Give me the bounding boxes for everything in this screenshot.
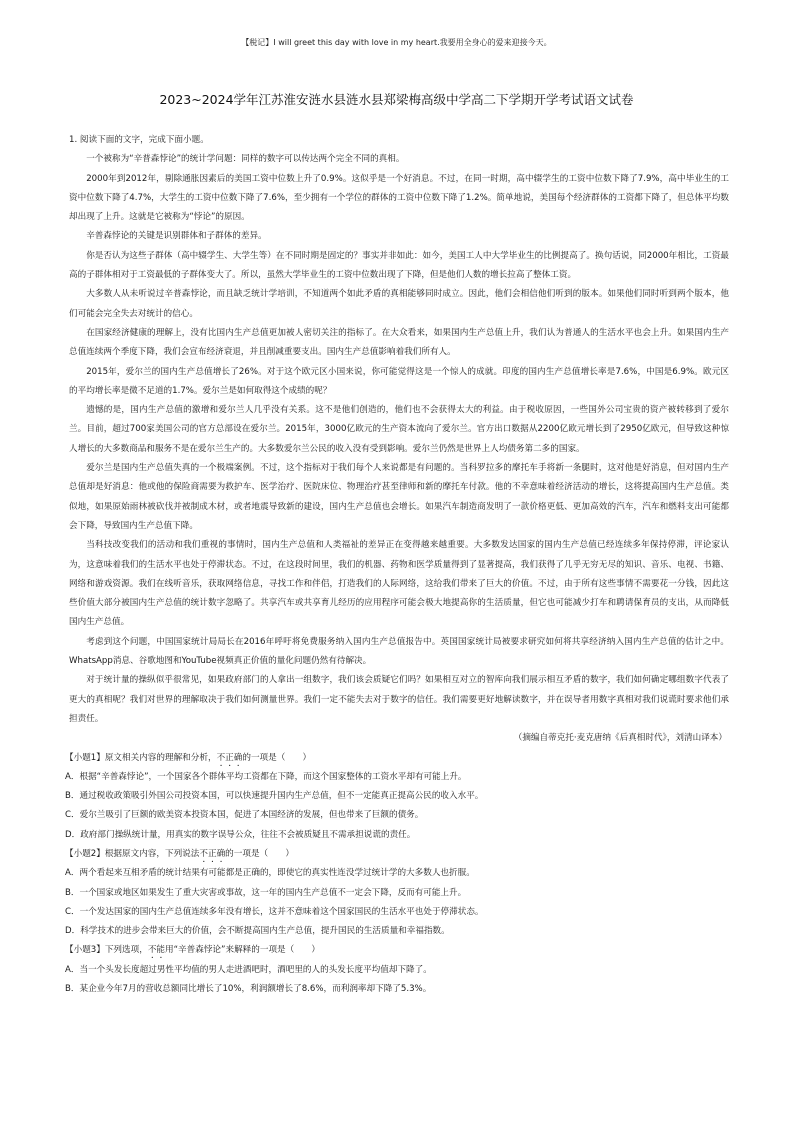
question-stem-emphasis: 不正确	[199, 848, 226, 859]
question-stem	[65, 749, 729, 768]
question-stem-emphasis: 不正确	[216, 752, 243, 763]
question-stem-text: 【小题1】原文相关内容的理解和分析，	[65, 752, 217, 763]
paragraph: 遗憾的是，国内生产总值的激增和爱尔兰人几乎没有关系。这不是他们创造的，他们也不会获得太大的利益。由于税收原因，一些国外公司宝贵的资产被转移到了爱尔兰。目前，超过700家美国公司的官方总部设在爱尔兰。2015年，3000亿欧元的生产资本流向了爱尔兰。官方出口数据从2200亿欧元增长到了2950亿欧元，但导致这种惊人增长的大多数商品和服务不是在爱尔兰生产的。大多数爱尔兰公民的收入没有受到影响。爱尔兰仍然是世界上人均债务第二多的国家。	[69, 405, 729, 454]
answer-option: B．一个国家或地区如果发生了重大灾害或事故，这一年的国内生产总值不一定会下降，反而有可能上升。	[65, 887, 467, 898]
answer-option: C．一个发达国家的国内生产总值连续多年没有增长，这并不意味着这个国家国民的生活水平也处于停滞状态。	[65, 906, 484, 917]
answer-option: B．通过税收政策吸引外国公司投资本国，可以快速提升国内生产总值，但不一定能真正提高公民的收入水平。	[65, 791, 484, 802]
question-stem-text: 【小题3】下列选项，	[65, 945, 148, 956]
question-stem-text: 的一项是（ ）	[242, 752, 312, 763]
paragraph: 在国家经济健康的理解上，没有比国内生产总值更加被人密切关注的指标了。在大众看来，如果国内生产总值上升，我们认为普通人的生活水平也会上升。如果国内生产总值连续两个季度下降，我们会宣布经济衰退，并且削减重要支出。国内生产总值影响着我们所有人。	[69, 327, 729, 358]
question-intro: 1. 阅读下面的文字，完成下面小题。	[69, 135, 209, 145]
question-stem-text: 的一项是（ ）	[225, 848, 294, 859]
question-stem-text: 用“辛普森悖论”来解释的一项是（ ）	[165, 945, 321, 956]
paragraph: 2015年，爱尔兰的国内生产总值增长了26%。对于这个欧元区小国来说，你可能觉得这是一个惊人的成就。印度的国内生产总值增长率是7.6%，中国是6.9%。欧元区的平均增长率是微不足道的1.7%。爱尔兰是如何取得这个成绩的呢？	[69, 366, 729, 396]
answer-option: A．根据“辛普森悖论”，一个国家各个群体平均工资都在下降，而这个国家整体的工资水平却有可能上升。	[65, 771, 467, 782]
paragraph: 考虑到这个问题，中国国家统计局局长在2016年呼吁将免费服务纳入国内生产总值报告中。英国国家统计局被要求研究如何将共享经济纳入国内生产总值的估计之中。WhatsApp消息、谷歌地图和YouTube视频真正价值的量化问题仍然有待解决。	[69, 636, 729, 667]
paragraph: 大多数人从未听说过辛普森悖论，而且缺乏统计学培训，不知道两个如此矛盾的真相能够同时成立。因此，他们会相信他们听到的版本。如果他们同时听到两个版本，他们可能会完全失去对统计的信心。	[69, 289, 729, 319]
question-stem	[65, 941, 729, 960]
answer-option: D．政府部门操纵统计量，用真实的数字误导公众，往往不会被质疑且不需承担说谎的责任。	[65, 829, 416, 840]
answer-option: A．两个看起来互相矛盾的统计结果有可能都是正确的，即使它的真实性连没学过统计学的大多数人也折服。	[65, 868, 475, 879]
document-body	[65, 131, 729, 999]
question-stem-emphasis: 不能	[147, 945, 166, 956]
answer-option: B．某企业今年7月的营收总额同比增长了10%，利润额增长了8.6%，而利润率却下降了5.3%。	[65, 984, 432, 995]
answer-option: D．科学技术的进步会带来巨大的价值，会不断提高国内生产总值，提升国民的生活质量和幸福指数。	[65, 926, 450, 937]
answer-option: A．当一个头发长度超过男性平均值的男人走进酒吧时，酒吧里的人的头发长度平均值却下降了。	[65, 964, 432, 975]
paragraph: 辛普森悖论的关键是识别群体和子群体的差异。	[86, 231, 267, 242]
page-header-motto: 【税记】I will greet this day with love in my heart.我要用全身心的爱来迎接今天。	[241, 38, 552, 47]
paragraph: 对于统计量的操纵似乎很常见，如果政府部门的人拿出一组数字，我们该会质疑它们吗？如果相互对立的智库向我们展示相互矛盾的数字，我们如何确定哪组数字代表了更大的真相呢？我们对世界的理解取决于我们如何测量世界。我们一定不能失去对于数字的信任。我们需要更好地解读数字，并在误导者用数字真相对我们说谎时要求他们承担责任。	[69, 675, 729, 724]
paragraph: 2000年到2012年，剔除通胀因素后的美国工资中位数上升了0.9%。这似乎是一个好消息。不过，在同一时期，高中辍学生的工资中位数下降了7.9%，高中毕业生的工资中位数下降了4.7%，大学生的工资中位数下降了7.6%，至少拥有一个学位的群体的工资中位数下降了1.2%。简单地说，美国每个经济群体的工资都下降了，但总体平均数却出现了上升。这就是它被称为“悖论”的原因。	[69, 173, 729, 223]
question-stem-text: 【小题2】根据原文内容，下列说法	[65, 848, 200, 859]
paragraph: 你是否认为这些子群体（高中辍学生、大学生等）在不同时期是固定的？事实并非如此：如今，美国工人中大学毕业生的比例提高了。换句话说，同2000年相比，工资最高的子群体相对于工资最低的子群体变大了。所以，虽然大学毕业生的工资中位数出现了下降，但是他们人数的增长拉高了整体工资。	[69, 250, 729, 281]
answer-option: C．爱尔兰吸引了巨额的欧美资本投资本国，促进了本国经济的发展，但也带来了巨额的债务。	[65, 810, 424, 821]
source-citation: （摘编自蒂克托·麦克唐纳《后真相时代》，刘清山译本）	[513, 733, 727, 744]
page-title: 2023~2024学年江苏淮安涟水县涟水县郑梁梅高级中学高二下学期开学考试语文试卷	[159, 92, 634, 107]
paragraph: 爱尔兰是国内生产总值失真的一个极端案例。不过，这个指标对于我们每个人来说都是有问题的。当科罗拉多的摩托车手将新一条腿时，这对他是好消息，但对国内生产总值却是好消息：他或他的保险商需要为救护车、医学治疗、医院床位、物理治疗甚至律师和新的摩托车付款。他的不幸意味着经济活动的增长，这将提高国内生产总值。类似地，如果原始雨林被砍伐并被制成木材，或者地震导致新的建设，国内生产总值也会增长。如果汽车制造商发明了一款价格更低、更加高效的汽车，汽车和燃料支出可能都会下降，导致国内生产总值下降。	[69, 463, 729, 531]
paragraph: 当科技改变我们的活动和我们重视的事情时，国内生产总值和人类福祉的差异正在变得越来越重要。大多数发达国家的国内生产总值已经连续多年保持停滞，评论家认为，这意味着我们的生活水平也处于停滞状态。不过，在这段时间里，我们的机器、药物和医学质量得到了显著提高，我们获得了几乎无穷无尽的知识、音乐、电视、书籍、网络和游戏资源。我们在线听音乐，获取网络信息，寻找工作和伴侣，打造我们的人际网络，这给我们带来了巨大的价值。不过，由于所有这些事情不需要花一分钱，因此这些价值大部分被国内生产总值的统计数字忽略了。共享汽车或共享育儿经历的应用程序可能会极大地提高你的生活质量，但它也可能减少打车和聘请保育员的支出，从而降低国内生产总值。	[69, 540, 729, 628]
paragraph: 一个被称为“辛普森悖论”的统计学问题：同样的数字可以传达两个完全不同的真相。	[86, 154, 405, 165]
question-stem	[65, 845, 729, 864]
